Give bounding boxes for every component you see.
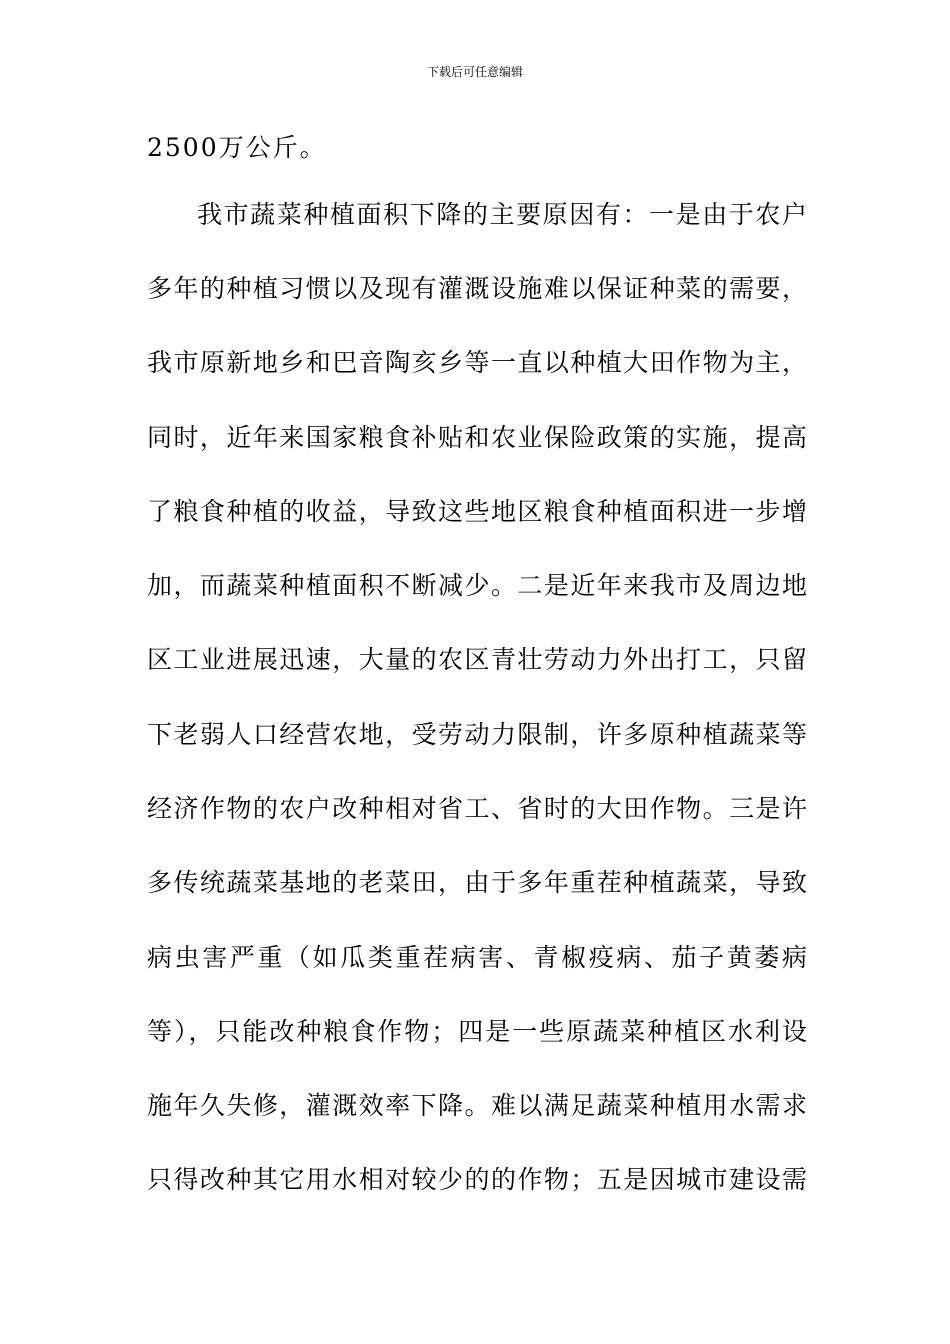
text-line: 经济作物的农户改种相对省工、省时的大田作物。三是许	[147, 794, 807, 823]
text-line: 我市原新地乡和巴音陶亥乡等一直以种植大田作物为主，	[147, 348, 807, 377]
text-line: 施年久失修，灌溉效率下降。难以满足蔬菜种植用水需求	[147, 1091, 807, 1120]
text-line: 只得改种其它用水相对较少的的作物；五是因城市建设需	[147, 1165, 807, 1194]
text-line: 区工业进展迅速，大量的农区青壮劳动力外出打工，只留	[147, 645, 807, 674]
text-line: 等），只能改种粮食作物；四是一些原蔬菜种植区水利设	[147, 1017, 807, 1046]
text-line: 加，而蔬菜种植面积不断减少。二是近年来我市及周边地	[147, 571, 807, 600]
text-line: 下老弱人口经营农地，受劳动力限制，许多原种植蔬菜等	[147, 720, 807, 749]
text-line: 病虫害严重（如瓜类重茬病害、青椒疫病、茄子黄萎病	[147, 943, 807, 972]
text-line: 同时，近年来国家粮食补贴和农业保险政策的实施，提高	[147, 423, 807, 452]
text-line: 我市蔬菜种植面积下降的主要原因有：一是由于农户	[197, 200, 807, 229]
page-header: 下载后可任意编辑	[426, 65, 523, 79]
text-line: 2500万公斤。	[147, 133, 327, 162]
text-line: 了粮食种植的收益，导致这些地区粮食种植面积进一步增	[147, 497, 807, 526]
text-line: 多传统蔬菜基地的老菜田，由于多年重茬种植蔬菜，导致	[147, 868, 807, 897]
text-line: 多年的种植习惯以及现有灌溉设施难以保证种菜的需要，	[147, 274, 807, 303]
